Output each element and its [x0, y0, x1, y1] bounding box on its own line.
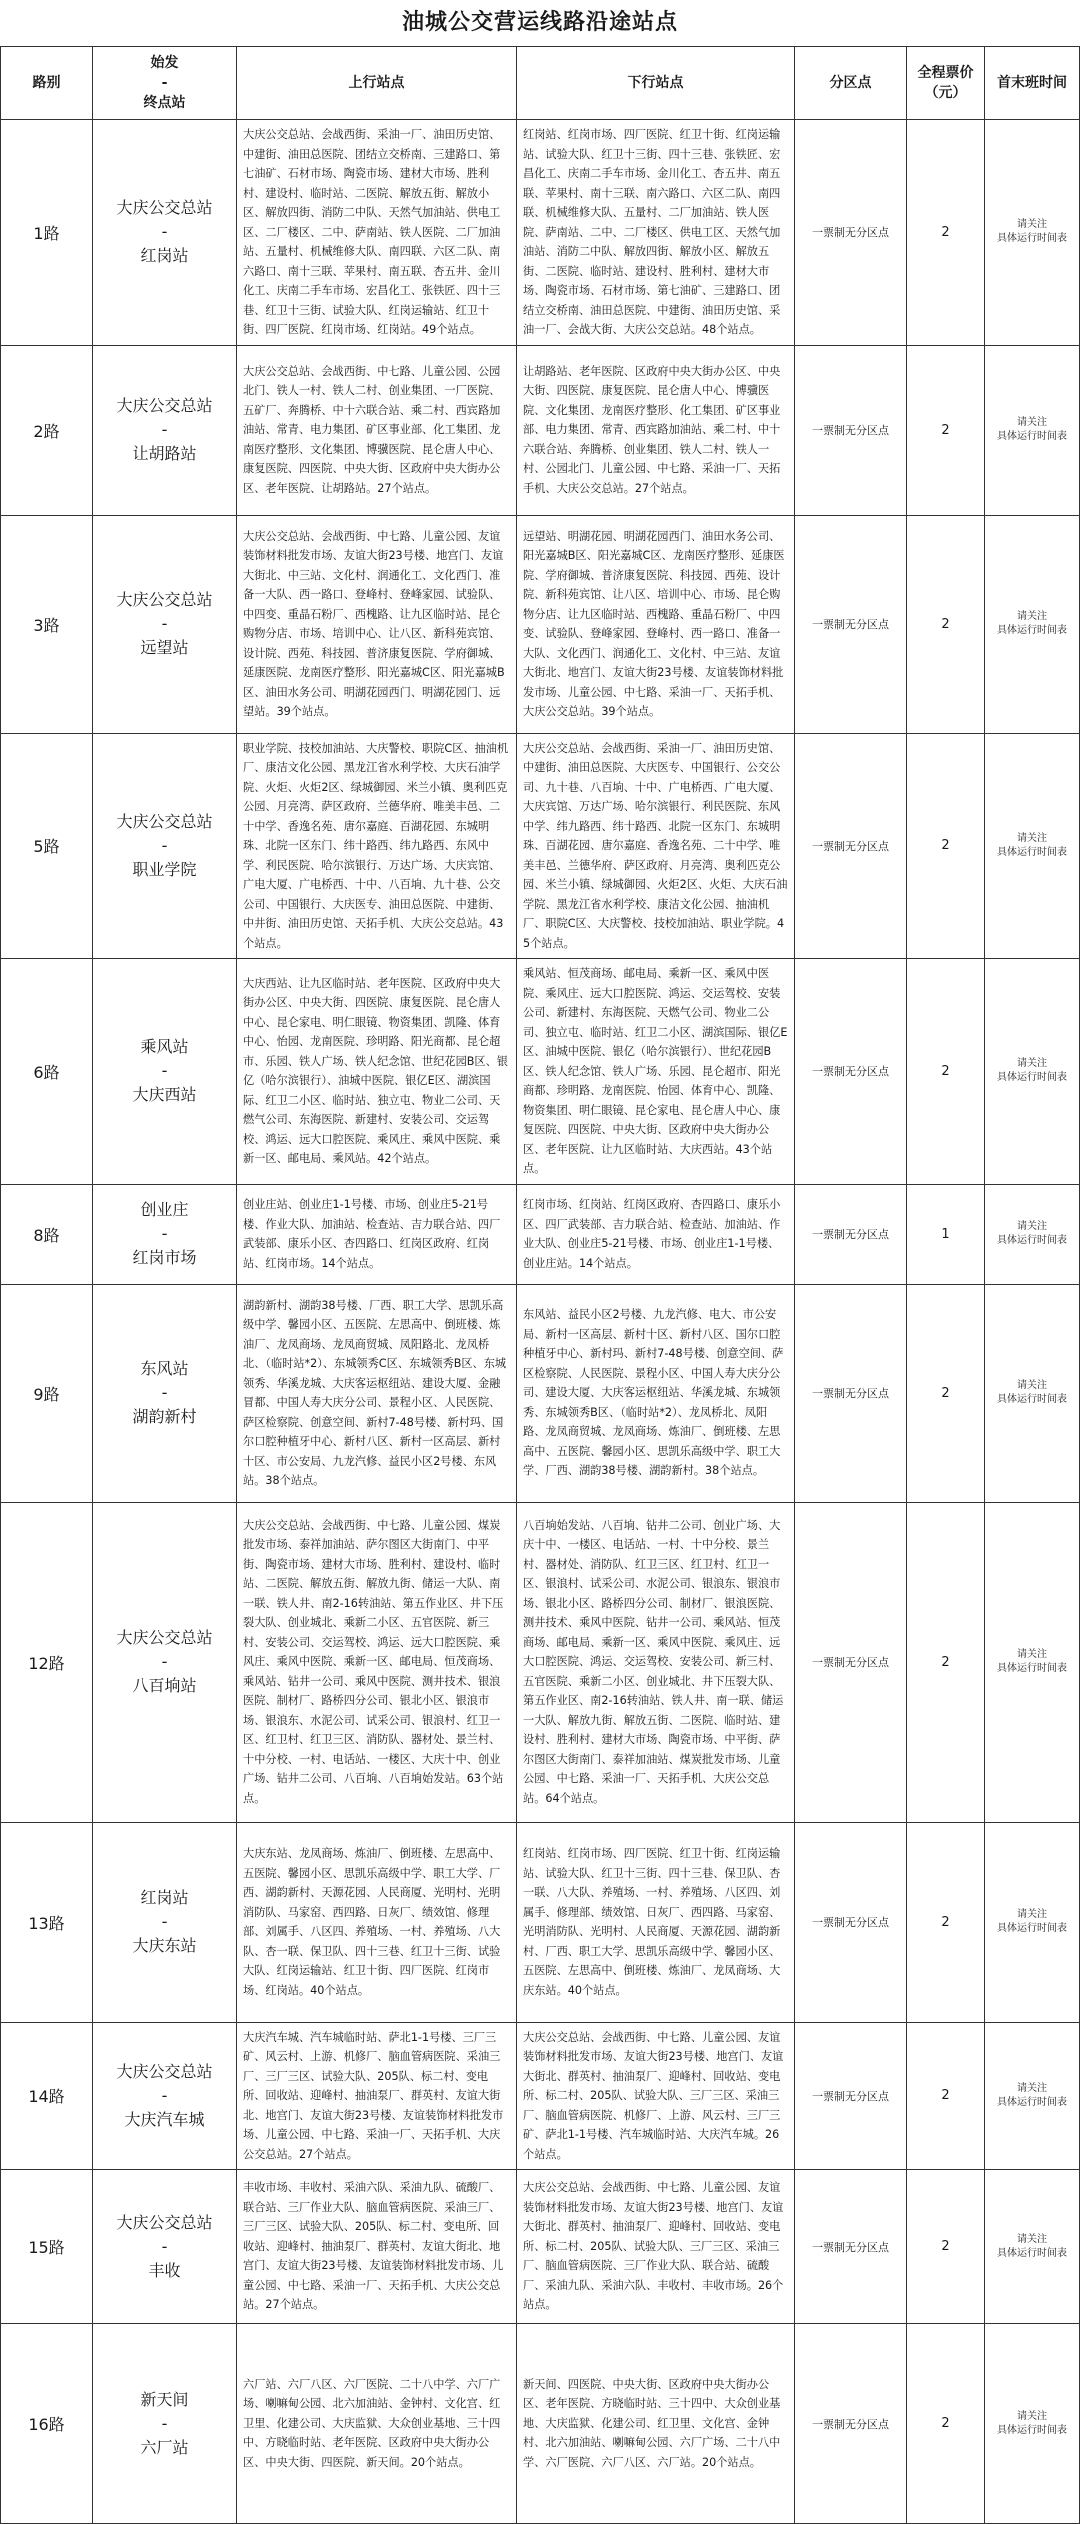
end-station: 大庆东站 [132, 1936, 197, 1955]
zone-point: 一票制无分区点 [795, 2022, 907, 2170]
zone-point: 一票制无分区点 [795, 120, 907, 346]
start-station: 新天间 [140, 2389, 189, 2409]
route-terminals [93, 733, 237, 959]
end-station: 湖韵新村 [132, 1407, 197, 1426]
terminal-separator: - [161, 1224, 168, 1243]
route-terminals [93, 2170, 237, 2324]
fare: 1 [907, 1184, 985, 1284]
terminal-separator: - [161, 614, 168, 633]
route-number: 6路 [1, 959, 93, 1185]
down-stops: 红岗站、红岗市场、四厂医院、红卫十街、红岗运输站、试验大队、红卫十三街、四十三巷、张铁匠、宏昌化工、庆南二手车市场、金川化工、杏五井、南五联、苹果村、南十三联、南六路口、六区二队、南四联、机械维修大队、五量村、二厂加油站、铁人医院、萨南站、二中、二厂楼区、供电工区、天然气加油站、消防二中队、解放四街、解放小区、解放五街、二医院、临时站、建设村、胜利村、建材大市场、陶瓷市场、石材市场、第七油矿、三建路口、团结立交桥南、油田总医院、中建街、油田历史馆、采油一厂、会战大街、大庆公交总站。48个站点。 [517, 120, 795, 346]
service-times-line2: 具体运行时间表 [997, 1663, 1067, 1674]
route-terminals [93, 1184, 237, 1284]
table-row [1, 1502, 1080, 1822]
up-stops: 大庆公交总站、会战西街、中七路、儿童公园、煤炭批发市场、泰祥加油站、萨尔图区大街南门、中平街、陶瓷市场、建材大市场、胜利村、建设村、临时站、二医院、解放五街、解放九街、储运一大队、南一联、铁人井、南2-16转油站、第五作业区、井下压裂大队、创业城北、乘新二小区、五官医院、新三村、安装公司、交运驾校、鸿运、远大口腔医院、乘风庄、乘风中医院、乘新一区、邮电局、恒茂商场、乘风站、钻井一公司、乘风中医院、测井技术、银浪医院、制材厂、路桥四分公司、银北小区、银浪市场、银浪东、水泥公司、试采公司、银浪村、红卫一区、红卫村、红卫三区、消防队、器材处、景兰村、十中分校、一村、电话站、一楼区、大庆十中、创业广场、钻井二公司、八百垧、八百垧始发站。63个站点。 [237, 1502, 517, 1822]
header-fare [907, 47, 985, 120]
table-row [1, 1822, 1080, 2022]
zone-point: 一票制无分区点 [795, 2324, 907, 2524]
table-row [1, 2022, 1080, 2170]
route-number: 2路 [1, 345, 93, 515]
end-station: 六厂站 [140, 2437, 189, 2457]
header-terminals-start: 始发 [150, 55, 179, 71]
zone-point: 一票制无分区点 [795, 1502, 907, 1822]
end-station: 大庆西站 [132, 1085, 197, 1105]
service-times-line1: 请关注 [1017, 219, 1047, 231]
zone-point: 一票制无分区点 [795, 515, 907, 733]
end-station: 丰收 [148, 2260, 181, 2280]
up-stops: 湖韵新村、湖韵38号楼、厂西、职工大学、思凯乐高级中学、馨园小区、五医院、左思高中、倒班楼、炼油厂、龙凤商场、龙凤商贸城、凤阳路北、龙凤桥北、（临时站*2）、东城领秀C区、东城领秀B区、东城领秀、华溪龙城、大庆客运枢纽站、建设大厦、金融冒都、中国人寿大庆分公司、景程小区、人民医院、萨区检察院、创意空间、新村7-48号楼、新村玛、国尔口腔种植牙中心、新村八区、新村一区高层、新村十区、市公安局、九龙汽修、益民小区2号楼、东风站。38个站点。 [237, 1284, 517, 1502]
start-station: 大庆公交总站 [116, 198, 213, 218]
routes-table [0, 46, 1080, 2524]
down-stops: 大庆公交总站、会战西街、采油一厂、油田历史馆、中建街、油田总医院、大庆医专、中国银行、公交公司、九十巷、八百垧、十中、广电桥西、广电大厦、大庆宾馆、万达广场、哈尔滨银行、利民医院、东风中学、纬九路西、纬十路西、北院一区东门、东城明珠、百湖花园、唐尔嘉庭、香逸名苑、二十中学、唯美丰邑、兰德华府、萨区政府、月亮湾、奥利匹克公园、米兰小镇、绿城御园、火炬2区、火炬、大庆石油学院、黑龙江省水利学校、康洁文化公园、抽油机厂、职院C区、大庆警校、技校加油站、职业学院。45个站点。 [517, 733, 795, 959]
route-number: 5路 [1, 733, 93, 959]
route-terminals [93, 345, 237, 515]
up-stops: 六厂站、六厂八区、六厂医院、二十八中学、六厂广场、喇嘛甸公园、北六加油站、金钟村、文化宫、红卫里、化建公司、大庆监狱、大众创业基地、三十四中、方晓临时站、老年医院、区政府中央大街办公区、中央大街、四医院、新天间。20个站点。 [237, 2324, 517, 2524]
service-times-line2: 具体运行时间表 [997, 1923, 1067, 1934]
terminal-separator: - [161, 2413, 168, 2433]
down-stops: 红岗站、红岗市场、四厂医院、红卫十街、红岗运输站、试验大队、红卫十三街、四十三巷、保卫队、杏一联、八大队、养殖场、一村、养殖场、八区四、刘属手、修理部、绩效馆、日灰厂、西四路、马家窑、光明消防队、光明村、人民商厦、天源花园、湖韵新村、厂西、职工大学、思凯乐高级中学、馨园小区、五医院、左思高中、倒班楼、炼油厂、龙凤商场、大庆东站。40个站点。 [517, 1822, 795, 2022]
table-row [1, 733, 1080, 959]
zone-point: 一票制无分区点 [795, 2170, 907, 2324]
terminal-separator: - [161, 1383, 168, 1402]
fare: 2 [907, 515, 985, 733]
service-times [985, 2170, 1080, 2324]
route-number: 15路 [1, 2170, 93, 2324]
service-times [985, 959, 1080, 1185]
down-stops: 红岗市场、红岗站、红岗区政府、杏四路口、康乐小区、四厂武装部、吉力联合站、检查站、加油站、作业大队、创业庄5-21号楼、市场、创业庄1-1号楼、创业庄站。14个站点。 [517, 1184, 795, 1284]
service-times-line1: 请关注 [1017, 611, 1047, 622]
table-row [1, 515, 1080, 733]
start-station: 大庆公交总站 [116, 811, 213, 831]
zone-point: 一票制无分区点 [795, 1184, 907, 1284]
up-stops: 大庆东站、龙凤商场、炼油厂、倒班楼、左思高中、五医院、馨园小区、思凯乐高级中学、职工大学、厂西、湖韵新村、天源花园、人民商厦、光明村、光明消防队、马家窑、西四路、日灰厂、绩效馆、修理部、刘属手、八区四、养殖场、一村、养殖场、八大队、杏一联、保卫队、四十三巷、红卫十三街、试验大队、红岗运输站、红卫十街、四厂医院、红岗市场、红岗站。40个站点。 [237, 1822, 517, 2022]
zone-point: 一票制无分区点 [795, 733, 907, 959]
service-times [985, 1284, 1080, 1502]
route-number: 13路 [1, 1822, 93, 2022]
service-times [985, 2022, 1080, 2170]
terminal-separator: - [161, 835, 168, 855]
fare: 2 [907, 1502, 985, 1822]
table-row [1, 1184, 1080, 1284]
route-number: 1路 [1, 120, 93, 346]
service-times-line2: 具体运行时间表 [997, 233, 1067, 245]
service-times-line1: 请关注 [1017, 1380, 1047, 1391]
service-times-line2: 具体运行时间表 [997, 1394, 1067, 1405]
down-stops: 大庆公交总站、会战西街、中七路、儿童公园、友谊装饰材料批发市场、友谊大街23号楼、地宫门、友谊大街北、群英村、抽油泵厂、迎峰村、回收站、变电所、标二村、205队、试验大队、三厂三区、采油三厂、脑血管病医院、三厂作业大队、联合站、硫酸厂、采油九队、采油六队、丰收村、丰收市场。26个站点。 [517, 2170, 795, 2324]
start-station: 大庆公交总站 [116, 590, 213, 609]
up-stops: 大庆汽车城、汽车城临时站、萨北1-1号楼、三厂三矿、风云村、上游、机修厂、脑血管病医院、采油三厂、三厂三区、试验大队、205队、标二村、变电所、回收站、迎峰村、抽油泵厂、群英村、友谊大街北、地宫门、友谊大街23号楼、友谊装饰材料批发市场、儿童公园、中七路、采油一厂、天拓手机、大庆公交总站。27个站点。 [237, 2022, 517, 2170]
end-station: 红岗市场 [132, 1248, 197, 1267]
terminal-separator: - [161, 1652, 168, 1671]
up-stops: 职业学院、技校加油站、大庆警校、职院C区、抽油机厂、康洁文化公园、黑龙江省水利学校、大庆石油学院、火炬、火炬2区、绿城御园、米兰小镇、奥利匹克公园、月亮湾、萨区政府、兰德华府、唯美丰邑、二十中学、香逸名苑、唐尔嘉庭、百湖花园、东城明珠、北院一区东门、纬十路西、纬九路西、东风中学、利民医院、哈尔滨银行、万达广场、大庆宾馆、广电大厦、广电桥西、十中、八百垧、九十巷、公交公司、中国银行、大庆医专、油田总医院、中建街、中井街、油田历史馆、天拓手机、大庆公交总站。43个站点。 [237, 733, 517, 959]
table-header-row [1, 47, 1080, 120]
header-zone: 分区点 [795, 47, 907, 120]
table-row [1, 959, 1080, 1185]
start-station: 创业庄 [140, 1200, 189, 1219]
terminal-separator: - [161, 420, 168, 439]
service-times-line1: 请关注 [1017, 1221, 1047, 1232]
start-station: 大庆公交总站 [116, 1628, 213, 1647]
start-station: 大庆公交总站 [116, 396, 213, 415]
start-station: 大庆公交总站 [116, 2061, 213, 2081]
fare: 2 [907, 733, 985, 959]
down-stops: 让胡路站、老年医院、区政府中央大街办公区、中央大街、四医院、康复医院、昆仑唐人中心、博骥医院、文化集团、龙南医疗整形、化工集团、矿区事业部、电力集团、常青、西宾路加油站、乘二村、中十六联合站、奔腾桥、创业集团、铁人二村、铁人一村、公园北门、儿童公园、中七路、采油一厂、天拓手机、大庆公交总站。27个站点。 [517, 345, 795, 515]
service-times-line2: 具体运行时间表 [997, 2247, 1067, 2259]
up-stops: 丰收市场、丰收村、采油六队、采油九队、硫酸厂、联合站、三厂作业大队、脑血管病医院、采油三厂、三厂三区、试验大队、205队、标二村、变电所、回收站、迎峰村、抽油泵厂、群英村、友谊大街北、地宫门、友谊大街23号楼、友谊装饰材料批发市场、儿童公园、中七路、采油一厂、天拓手机、大庆公交总站。27个站点。 [237, 2170, 517, 2324]
service-times-line1: 请关注 [1017, 2233, 1047, 2245]
down-stops: 东风站、益民小区2号楼、九龙汽修、电大、市公安局、新村一区高层、新村十区、新村八区、国尔口腔种植牙中心、新村玛、新村7-48号楼、创意空间、萨区检察院、人民医院、景程小区、中国人寿大庆分公司、建设大厦、大庆客运枢纽站、华溪龙城、东城领秀、东城领秀B区、（临时站*2）、龙凤桥北、凤阳路、龙凤商贸城、龙凤商场、炼油厂、倒班楼、左思高中、五医院、馨园小区、思凯乐高级中学、职工大学、厂西、湖韵38号楼、湖韵新村。38个站点。 [517, 1284, 795, 1502]
service-times-line1: 请关注 [1017, 2410, 1047, 2422]
zone-point: 一票制无分区点 [795, 1822, 907, 2022]
zone-point: 一票制无分区点 [795, 345, 907, 515]
fare: 2 [907, 2170, 985, 2324]
service-times [985, 1822, 1080, 2022]
header-fare-label: 全程票价 [917, 65, 974, 81]
service-times-line1: 请关注 [1017, 832, 1047, 844]
service-times [985, 345, 1080, 515]
end-station: 红岗站 [140, 246, 189, 266]
route-terminals [93, 2324, 237, 2524]
terminal-separator: - [161, 1061, 168, 1081]
service-times [985, 733, 1080, 959]
service-times-line1: 请关注 [1017, 1909, 1047, 1920]
service-times-line1: 请关注 [1017, 2082, 1047, 2094]
fare: 2 [907, 345, 985, 515]
up-stops: 大庆公交总站、会战西街、中七路、儿童公园、友谊装饰材料批发市场、友谊大街23号楼、地宫门、友谊大街北、中三站、文化村、润通化工、文化西门、准备一大队、西一路口、登峰村、登峰家园、试验队、中四变、重晶石粉厂、西槐路、让九区临时站、昆仑购物分店、市场、培训中心、让八区、新科苑宾馆、设计院、西苑、科技园、普济康复医院、学府御城、延康医院、龙南医疗整形、阳光嘉城C区、阳光嘉城B区、油田水务公司、明湖花园西门、明湖花园门、远望站。39个站点。 [237, 515, 517, 733]
service-times-line2: 具体运行时间表 [997, 1235, 1067, 1246]
start-station: 东风站 [140, 1359, 189, 1378]
service-times [985, 1184, 1080, 1284]
fare: 2 [907, 1822, 985, 2022]
route-terminals [93, 959, 237, 1185]
table-row [1, 2170, 1080, 2324]
route-terminals [93, 1284, 237, 1502]
zone-point: 一票制无分区点 [795, 1284, 907, 1502]
end-station: 职业学院 [132, 859, 197, 879]
route-number: 12路 [1, 1502, 93, 1822]
table-row [1, 120, 1080, 346]
header-times: 首末班时间 [985, 47, 1080, 120]
service-times-line2: 具体运行时间表 [997, 431, 1067, 442]
terminal-separator: - [161, 1912, 168, 1931]
start-station: 乘风站 [140, 1037, 189, 1057]
service-times-line1: 请关注 [1017, 1058, 1047, 1070]
fare: 2 [907, 2022, 985, 2170]
terminal-separator: - [161, 222, 168, 242]
service-times-line2: 具体运行时间表 [997, 625, 1067, 636]
fare: 2 [907, 1284, 985, 1502]
end-station: 让胡路站 [132, 444, 197, 463]
service-times [985, 515, 1080, 733]
service-times-line2: 具体运行时间表 [997, 2424, 1067, 2436]
down-stops: 远望站、明湖花园、明湖花园西门、油田水务公司、阳光嘉城B区、阳光嘉城C区、龙南医疗整形、延康医院、学府御城、普济康复医院、科技园、西苑、设计院、新科苑宾馆、让八区、培训中心、市场、昆仑购物分店、让九区临时站、西槐路、重晶石粉厂、中四变、试验队、登峰家园、登峰村、西一路口、准备一大队、文化西门、润通化工、文化村、中三站、友谊大街北、地宫门、友谊大街23号楼、友谊装饰材料批发市场、儿童公园、中七路、采油一厂、天拓手机、大庆公交总站。39个站点。 [517, 515, 795, 733]
end-station: 大庆汽车城 [124, 2109, 205, 2129]
table-row [1, 345, 1080, 515]
service-times-line2: 具体运行时间表 [997, 846, 1067, 858]
route-number: 8路 [1, 1184, 93, 1284]
fare: 2 [907, 120, 985, 346]
down-stops: 八百垧始发站、八百垧、钻井二公司、创业广场、大庆十中、一楼区、电话站、一村、十中分校、景兰村、器材处、消防队、红卫三区、红卫村、红卫一区、银浪村、试采公司、水泥公司、银浪东、银浪市场、银北小区、路桥四分公司、制材厂、银浪医院、测井技术、乘风中医院、钻井一公司、乘风站、恒茂商场、邮电局、乘新一区、乘风中医院、乘风庄、远大口腔医院、鸿运、交运驾校、安装公司、新三村、五官医院、乘新二小区、创业城北、井下压裂大队、第五作业区、南2-16转油站、铁人井、南一联、储运一大队、解放九街、解放五街、二医院、临时站、建设村、胜利村、建材大市场、陶瓷市场、中平街、萨尔图区大街南门、泰祥加油站、煤炭批发市场、儿童公园、中七路、采油一厂、天拓手机、大庆公交总站。64个站点。 [517, 1502, 795, 1822]
route-terminals [93, 2022, 237, 2170]
down-stops: 乘风站、恒茂商场、邮电局、乘新一区、乘风中医院、乘风庄、远大口腔医院、鸿运、交运驾校、安装公司、新建村、东海医院、天燃气公司、物业二公司、独立屯、临时站、红卫二小区、湖滨国际、银亿E区、油城中医院、银亿（哈尔滨银行）、世纪花园B区、铁人纪念馆、铁人广场、乐园、昆仑超市、阳光商都、珍明路、龙南医院、怡园、体育中心、凯隆、物资集团、明仁眼镜、昆仑家电、昆仑唐人中心、康复医院、四医院、中央大街、区政府中央大街办公区、老年医院、让九区临时站、大庆西站。43个站点。 [517, 959, 795, 1185]
end-station: 远望站 [140, 638, 189, 657]
table-body [1, 120, 1080, 2524]
route-terminals [93, 120, 237, 346]
up-stops: 大庆西站、让九区临时站、老年医院、区政府中央大街办公区、中央大街、四医院、康复医院、昆仑唐人中心、昆仑家电、明仁眼镜、物资集团、凯隆、体育中心、怡园、龙南医院、珍明路、阳光商都、昆仑超市、乐园、铁人广场、铁人纪念馆、世纪花园B区、银亿（哈尔滨银行）、油城中医院、银亿E区、湖滨国际、红卫二小区、临时站、独立屯、物业二公司、天燃气公司、东海医院、新建村、安装公司、交运驾校、鸿运、远大口腔医院、乘风庄、乘风中医院、乘新一区、邮电局、乘风站。42个站点。 [237, 959, 517, 1185]
header-terminals-end: 终点站 [143, 95, 186, 111]
route-terminals [93, 1822, 237, 2022]
route-number: 16路 [1, 2324, 93, 2524]
start-station: 红岗站 [140, 1888, 189, 1907]
service-times [985, 120, 1080, 346]
service-times-line2: 具体运行时间表 [997, 2096, 1067, 2108]
route-terminals [93, 1502, 237, 1822]
service-times [985, 1502, 1080, 1822]
header-down-stops: 下行站点 [517, 47, 795, 120]
service-times-line1: 请关注 [1017, 417, 1047, 428]
route-number: 3路 [1, 515, 93, 733]
service-times-line1: 请关注 [1017, 1649, 1047, 1660]
service-times-line2: 具体运行时间表 [997, 1072, 1067, 1084]
route-terminals [93, 515, 237, 733]
route-number: 14路 [1, 2022, 93, 2170]
end-station: 八百垧站 [132, 1676, 197, 1695]
page-title: 油城公交营运线路沿途站点 [401, 10, 678, 35]
terminal-separator: - [161, 2236, 168, 2256]
route-number: 9路 [1, 1284, 93, 1502]
start-station: 大庆公交总站 [116, 2212, 213, 2232]
fare: 2 [907, 2324, 985, 2524]
header-up-stops: 上行站点 [237, 47, 517, 120]
table-row [1, 1284, 1080, 1502]
service-times [985, 2324, 1080, 2524]
header-fare-unit: （元） [924, 85, 967, 101]
up-stops: 创业庄站、创业庄1-1号楼、市场、创业庄5-21号楼、作业大队、加油站、检查站、吉力联合站、四厂武装部、康乐小区、杏四路口、红岗区政府、红岗站、红岗市场。14个站点。 [237, 1184, 517, 1284]
header-route: 路别 [1, 47, 93, 120]
fare: 2 [907, 959, 985, 1185]
down-stops: 新天间、四医院、中央大街、区政府中央大街办公区、老年医院、方晓临时站、三十四中、大众创业基地、大庆监狱、化建公司、红卫里、文化宫、金钟村、北六加油站、喇嘛甸公园、六厂广场、二十八中学、六厂医院、六厂八区、六厂站。20个站点。 [517, 2324, 795, 2524]
down-stops: 大庆公交总站、会战西街、中七路、儿童公园、友谊装饰材料批发市场、友谊大街23号楼、地宫门、友谊大街北、群英村、抽油泵厂、迎峰村、回收站、变电所、标二村、205队、试验大队、三厂三区、采油三厂、脑血管病医院、机修厂、上游、风云村、三厂三矿、萨北1-1号楼、汽车城临时站、大庆汽车城。26个站点。 [517, 2022, 795, 2170]
zone-point: 一票制无分区点 [795, 959, 907, 1185]
up-stops: 大庆公交总站、会战西街、采油一厂、油田历史馆、中建街、油田总医院、团结立交桥南、三建路口、第七油矿、石材市场、陶瓷市场、建材大市场、胜利村、建设村、临时站、二医院、解放五街、解放小区、解放四街、消防二中队、天然气加油站、供电工区、二厂楼区、二中、萨南站、铁人医院、二厂加油站、五量村、机械维修大队、南四联、六区二队、南六路口、南十三联、苹果村、南五联、杏五井、金川化工、庆南二手车市场、宏昌化工、张铁匠、四十三巷、红卫十三街、试验大队、红岗运输站、红卫十街、四厂医院、红岗市场、红岗站。49个站点。 [237, 120, 517, 346]
up-stops: 大庆公交总站、会战西街、中七路、儿童公园、公园北门、铁人一村、铁人二村、创业集团、一厂医院、五矿厂、奔腾桥、中十六联合站、乘二村、西宾路加油站、常青、电力集团、矿区事业部、化工集团、龙南医疗整形、文化集团、博骥医院、昆仑唐人中心、康复医院、四医院、中央大街、区政府中央大街办公区、老年医院、让胡路站。27个站点。 [237, 345, 517, 515]
terminal-separator: - [161, 2085, 168, 2105]
table-row [1, 2324, 1080, 2524]
header-terminals [93, 47, 237, 120]
header-terminals-sep: - [161, 75, 168, 91]
